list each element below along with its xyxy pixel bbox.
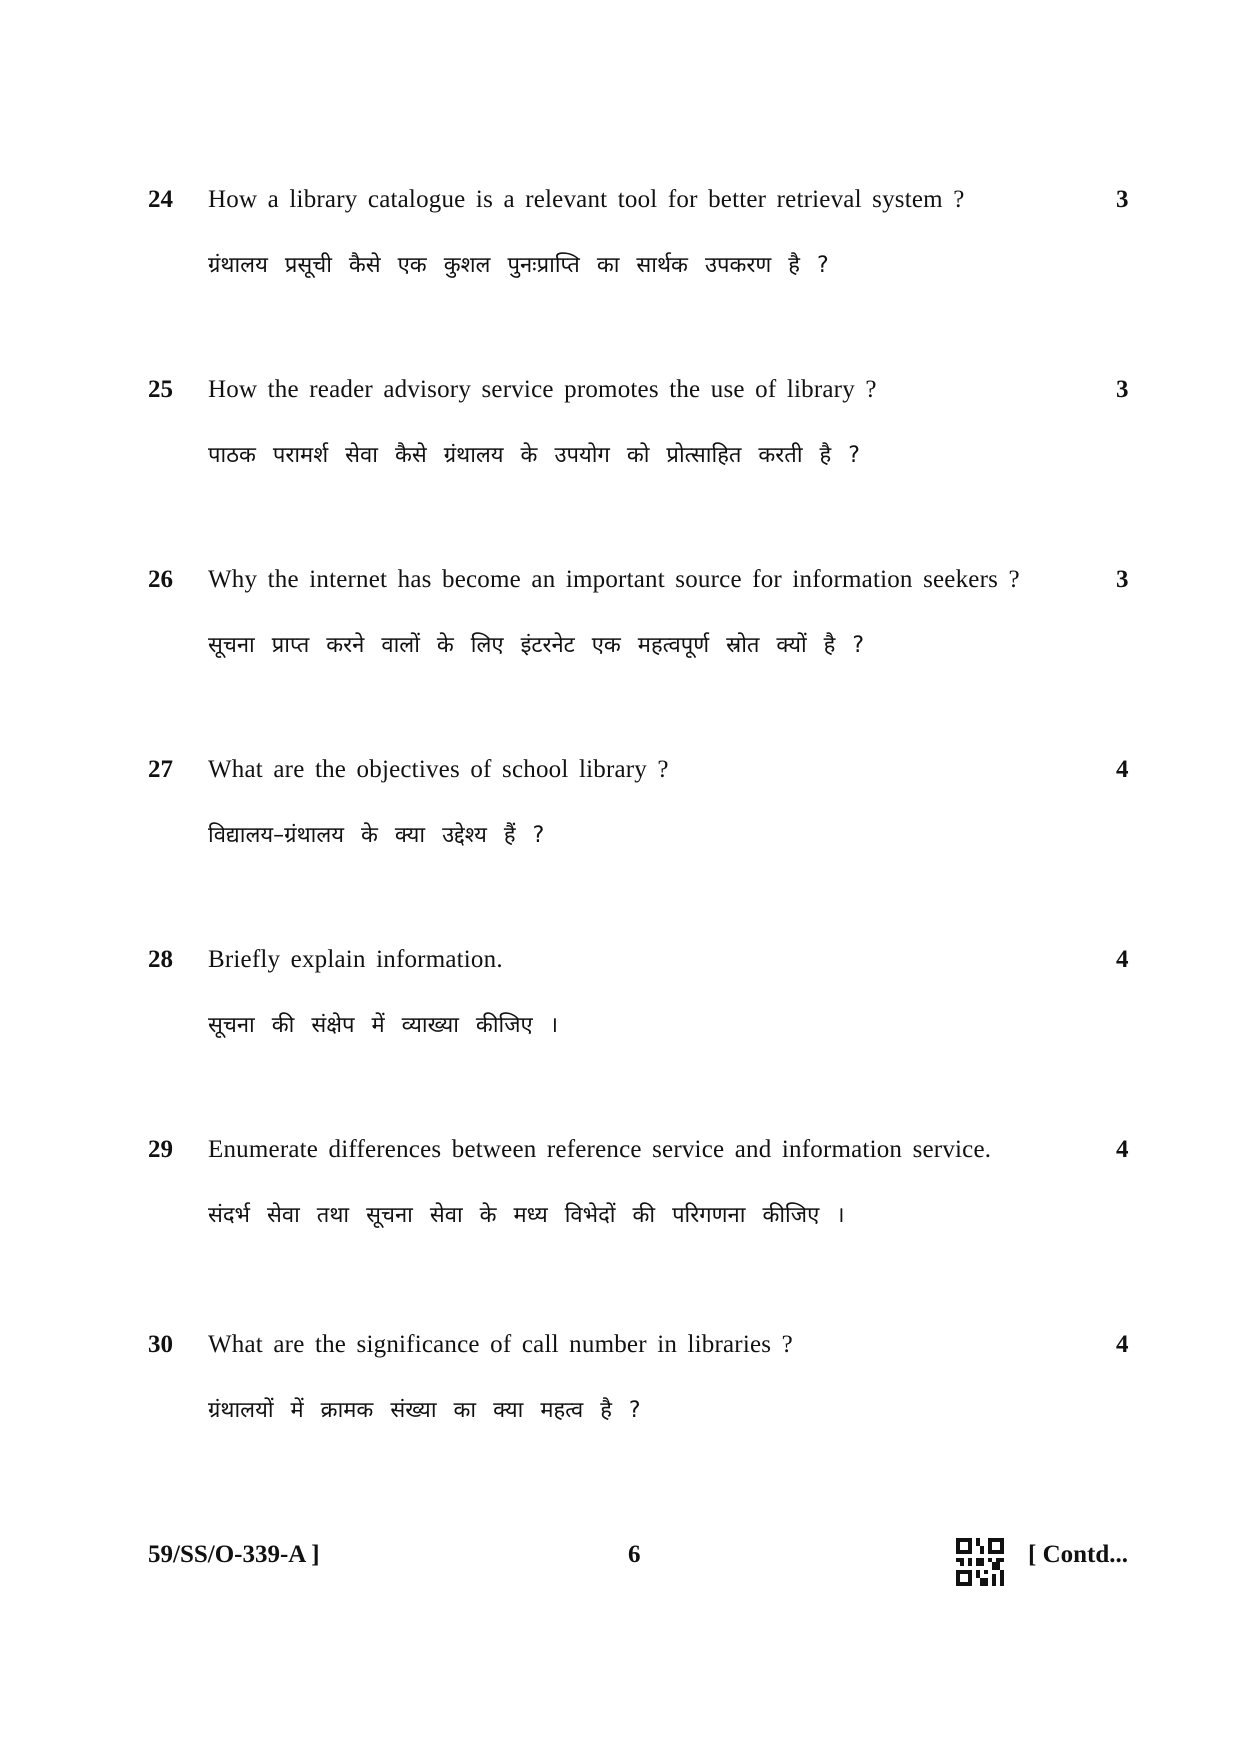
question-text-english: Briefly explain information. (208, 946, 503, 973)
question-marks: 3 (1116, 186, 1129, 213)
question-number: 28 (148, 946, 173, 973)
question-marks: 4 (1116, 756, 1129, 783)
question-marks: 4 (1116, 1136, 1129, 1163)
question-number: 27 (148, 756, 173, 783)
paper-code: 59/SS/O-339-A ] (148, 1541, 320, 1568)
page-footer (0, 1540, 1240, 1580)
question-number: 25 (148, 376, 173, 403)
page-number: 6 (628, 1541, 641, 1568)
question-text-hindi: सूचना प्राप्त करने वालों के लिए इंटरनेट एक महत्वपूर्ण स्रोत क्यों है ? (208, 633, 864, 658)
question-number: 26 (148, 566, 173, 593)
question-text-english: How the reader advisory service promotes the use of library ? (208, 376, 877, 403)
question-text-hindi: पाठक परामर्श सेवा कैसे ग्रंथालय के उपयोग को प्रोत्साहित करती है ? (208, 443, 860, 468)
question-number: 24 (148, 186, 173, 213)
question-text-hindi: विद्यालय–ग्रंथालय के क्या उद्देश्य हैं ? (208, 823, 545, 848)
question-text-hindi: ग्रंथालय प्रसूची कैसे एक कुशल पुनःप्राप्ति का सार्थक उपकरण है ? (208, 253, 829, 278)
question-text-english: Enumerate differences between reference service and information service. (208, 1136, 992, 1163)
question-text-hindi: सूचना की संक्षेप में व्याख्या कीजिए । (208, 1013, 559, 1038)
question-text-english: What are the objectives of school library ? (208, 756, 669, 783)
question-text-english: What are the significance of call number in libraries ? (208, 1331, 793, 1358)
question-number: 29 (148, 1136, 173, 1163)
question-marks: 3 (1116, 566, 1129, 593)
question-marks: 4 (1116, 946, 1129, 973)
question-number: 30 (148, 1331, 173, 1358)
question-text-english: Why the internet has become an important source for information seekers ? (208, 566, 1020, 593)
qr-code-icon (956, 1538, 1004, 1586)
question-text-hindi: ग्रंथालयों में क्रामक संख्या का क्या महत्व है ? (208, 1398, 641, 1423)
question-text-english: How a library catalogue is a relevant tool for better retrieval system ? (208, 186, 965, 213)
question-marks: 4 (1116, 1331, 1129, 1358)
question-marks: 3 (1116, 376, 1129, 403)
question-text-hindi: संदर्भ सेवा तथा सूचना सेवा के मध्य विभेदों की परिगणना कीजिए । (208, 1203, 845, 1228)
continued-label: [ Contd... (1028, 1541, 1129, 1568)
